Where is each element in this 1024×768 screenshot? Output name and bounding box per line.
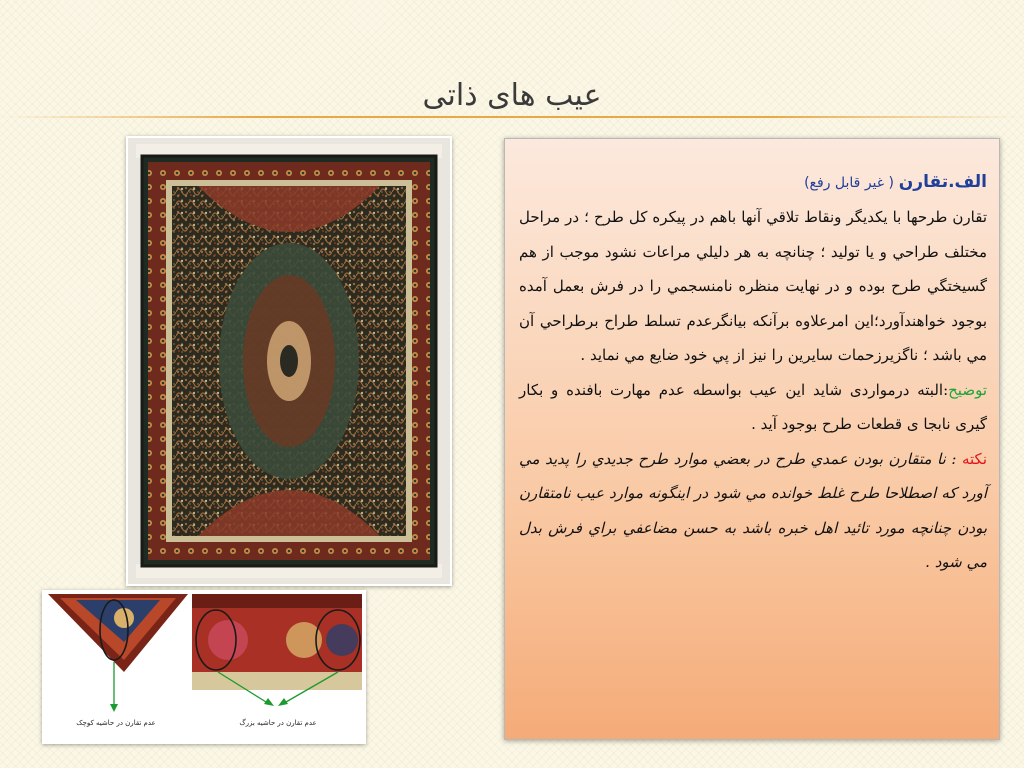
slide-title: عیب های ذاتی (422, 78, 602, 113)
heading-sub: ( غیر قابل رفع) (804, 175, 894, 191)
section-heading (519, 165, 987, 200)
symmetry-defect-figure (42, 590, 366, 744)
explanation-text: :البته درمواردی شاید این عیب بواسطه عدم مهارت بافنده و بکار گیری نابجا ی قطعات طرح بوجود آید . (519, 380, 987, 433)
explanation-label: توضیح (948, 380, 987, 399)
heading-main: الف.تقارن (898, 172, 987, 192)
point-text: : نا متقارن بودن عمدي طرح در بعضي موارد طرح جديدي را پديد مي آورد كه اصطلاحا طرح غلط خوانده مي شود در اینگونه موارد عیب نامتقارن بودن چنانچه مورد تائید اهل خبره باشد به حسن مضاعفي براي فرش بدل مي شود . (519, 449, 987, 571)
symmetry-comparison-image (42, 590, 366, 744)
title-underline (0, 116, 1024, 118)
rug-photo (126, 136, 452, 586)
caption-large-border: عدم تقارن در حاشیه بزرگ (239, 719, 317, 727)
caption-small-border: عدم تقارن در حاشیه کوچک (76, 719, 156, 727)
rug-image (128, 138, 450, 584)
point-label: نکته (961, 449, 987, 468)
note-explanation (519, 373, 987, 442)
note-point (519, 442, 987, 580)
content-textbox (504, 138, 1000, 740)
paragraph-symmetry: تقارن طرحها با يكديگر ونقاط تلاقي آنها باهم در پيكره كل طرح ؛ در مراحل مختلف طراحي و يا توليد ؛ چنانچه به هر دليلي مراعات نشود موجب از هم گسيختگي طرح بوده و در نهايت منظره نامنسجمي را در فرش بعمل آمده بوجود خواهندآورد؛اين امرعلاوه برآنكه بيانگرعدم تسلط طراح برطراحي آن مي باشد ؛ ناگزيرزحمات سايرين را نيز از پي خود ضايع مي نمايد . (519, 208, 987, 364)
